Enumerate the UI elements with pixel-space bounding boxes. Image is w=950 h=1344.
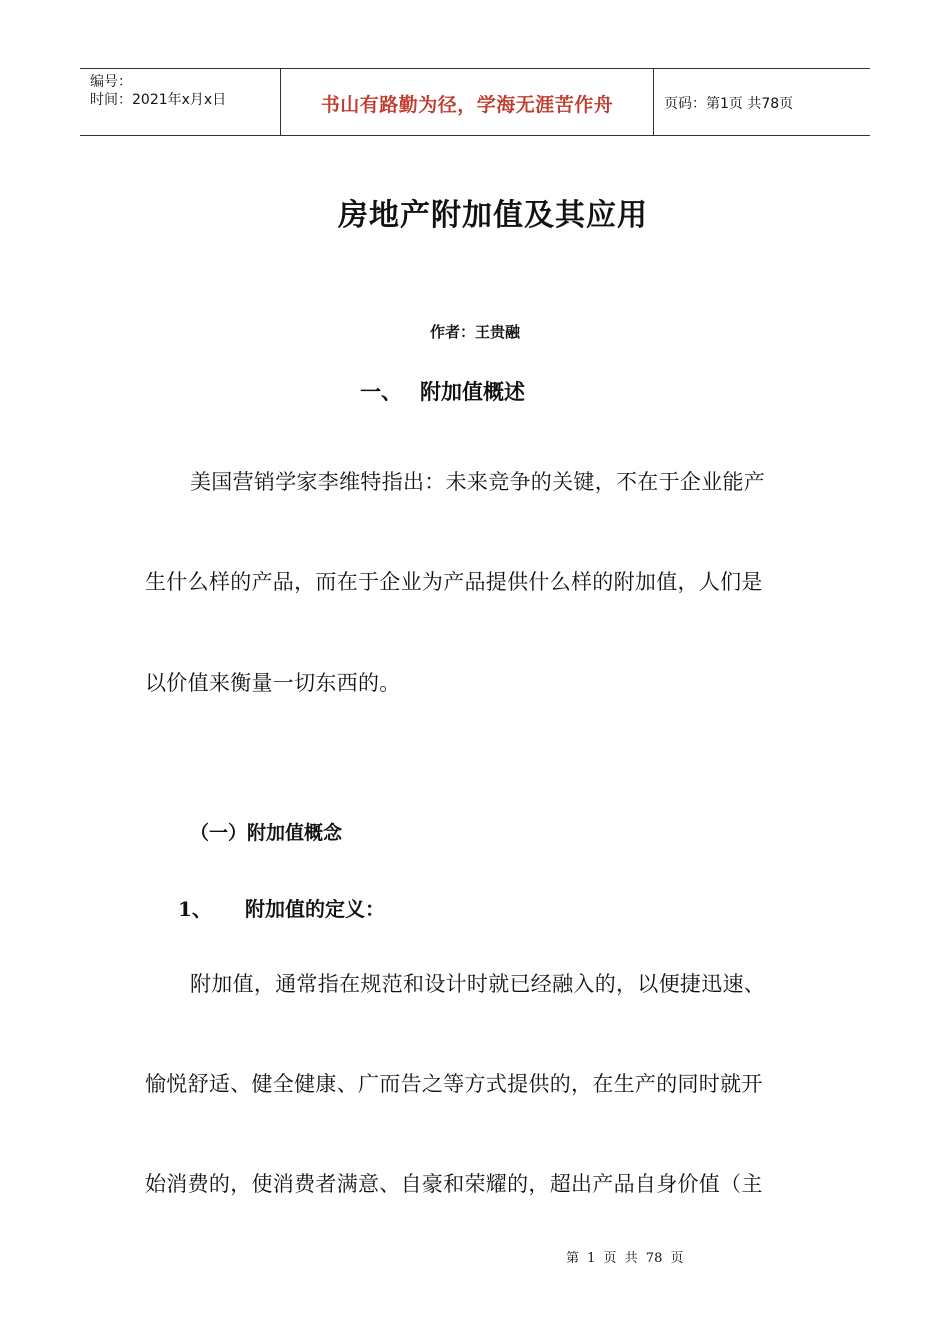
- page-footer: 第 1 页 共 78 页: [566, 1251, 684, 1266]
- header-page-info: 页码：第1页 共78页: [664, 96, 794, 112]
- header-motto: 书山有路勤为径，学海无涯苦作舟: [281, 69, 654, 135]
- intro-line: 以价值来衡量一切东西的。: [145, 671, 401, 695]
- definition-line: 愉悦舒适、健全健康、广而告之等方式提供的，在生产的同时就开: [145, 1072, 763, 1096]
- page-header: [80, 68, 870, 136]
- section-heading: [360, 376, 525, 406]
- section-number: 一、: [360, 380, 402, 404]
- subsection-heading: （一）附加值概念: [190, 822, 343, 844]
- definition-number: 1、: [178, 897, 212, 921]
- intro-line: 生什么样的产品，而在于企业为产品提供什么样的附加值，人们是: [145, 570, 763, 594]
- date-label: 时间：2021年x月x日: [90, 92, 227, 108]
- section-title: 附加值概述: [420, 380, 525, 404]
- intro-line: 美国营销学家李维特指出：未来竞争的关键，不在于企业能产: [190, 470, 766, 494]
- definition-heading: [178, 893, 385, 922]
- header-meta: [80, 69, 281, 135]
- definition-line: 附加值，通常指在规范和设计时就已经融入的，以便捷迅速、: [190, 972, 766, 996]
- document-title: 房地产附加值及其应用: [338, 198, 648, 233]
- author-line: 作者：王贵融: [429, 323, 520, 341]
- definition-line: 始消费的，使消费者满意、自豪和荣耀的，超出产品自身价值（主: [145, 1172, 763, 1196]
- number-label: 编号：: [90, 74, 132, 90]
- definition-title: 附加值的定义：: [245, 897, 385, 921]
